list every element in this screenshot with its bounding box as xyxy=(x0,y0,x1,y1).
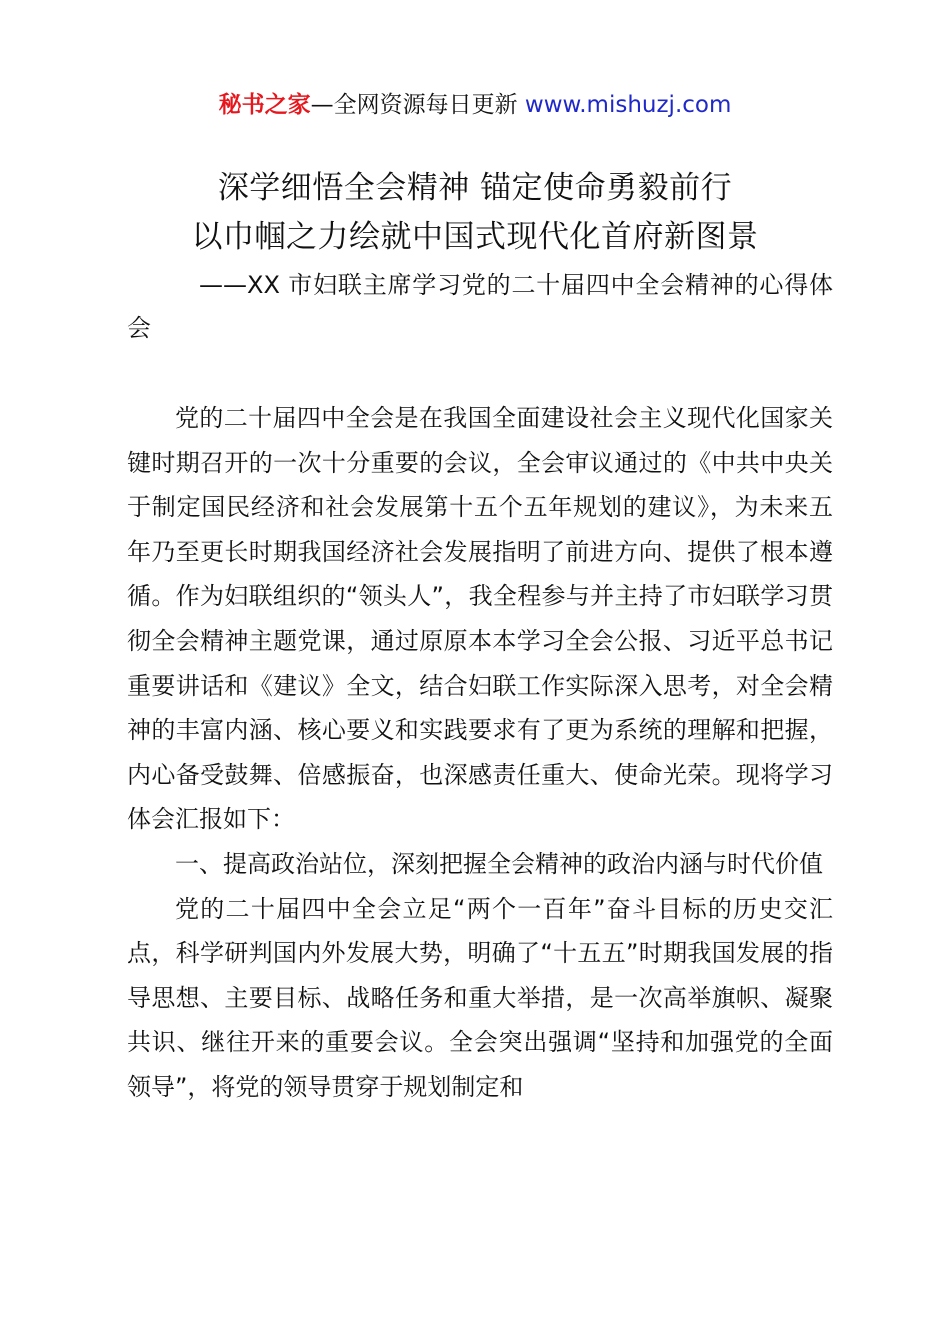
document-title-line-1: 深学细悟全会精神 锚定使命勇毅前行 xyxy=(217,170,733,206)
section-heading-1: 一、提高政治站位，深刻把握全会精神的政治内涵与时代价值 xyxy=(175,849,823,878)
body-paragraph-section-1: 党的二十届四中全会立足“两个一百年”奋斗目标的历史交汇点，科学研判国内外发展大势，明确了“十五五”时期我国发展的指导思想、主要目标、战略任务和重大举措，是一次高举旗帜、凝聚共识、继往开来的重要会议。全会突出强调“坚持和加强党的全面领导”，将党的领导贯穿于规划制定和 xyxy=(127,894,833,1101)
body-paragraph-intro: 党的二十届四中全会是在我国全面建设社会主义现代化国家关键时期召开的一次十分重要的会议，全会审议通过的《中共中央关于制定国民经济和社会发展第十五个五年规划的建议》，为未来五年乃至更长时期我国经济社会发展指明了前进方向、提供了根本遵循。作为妇联组织的“领头人”，我全程参与并主持了市妇联学习贯彻全会精神主题党课，通过原原本本学习全会公报、习近平总书记重要讲话和《建议》全文，结合妇联工作实际深入思考，对全会精神的丰富内涵、核心要义和实践要求有了更为系统的理解和把握，内心备受鼓舞、倍感振奋，也深感责任重大、使命光荣。现将学习体会汇报如下： xyxy=(127,404,833,834)
site-tagline: —全网资源每日更新 xyxy=(310,92,525,118)
document-subtitle: ——XX 市妇联主席学习党的二十届四中全会精神的心得体会 xyxy=(127,271,833,342)
site-url-link[interactable]: www.mishuzj.com xyxy=(524,92,732,118)
document-body xyxy=(127,396,833,1110)
document-title-line-2: 以巾帼之力绘就中国式现代化首府新图景 xyxy=(191,219,759,255)
site-header xyxy=(0,88,950,122)
brand-name: 秘书之家 xyxy=(218,92,311,118)
